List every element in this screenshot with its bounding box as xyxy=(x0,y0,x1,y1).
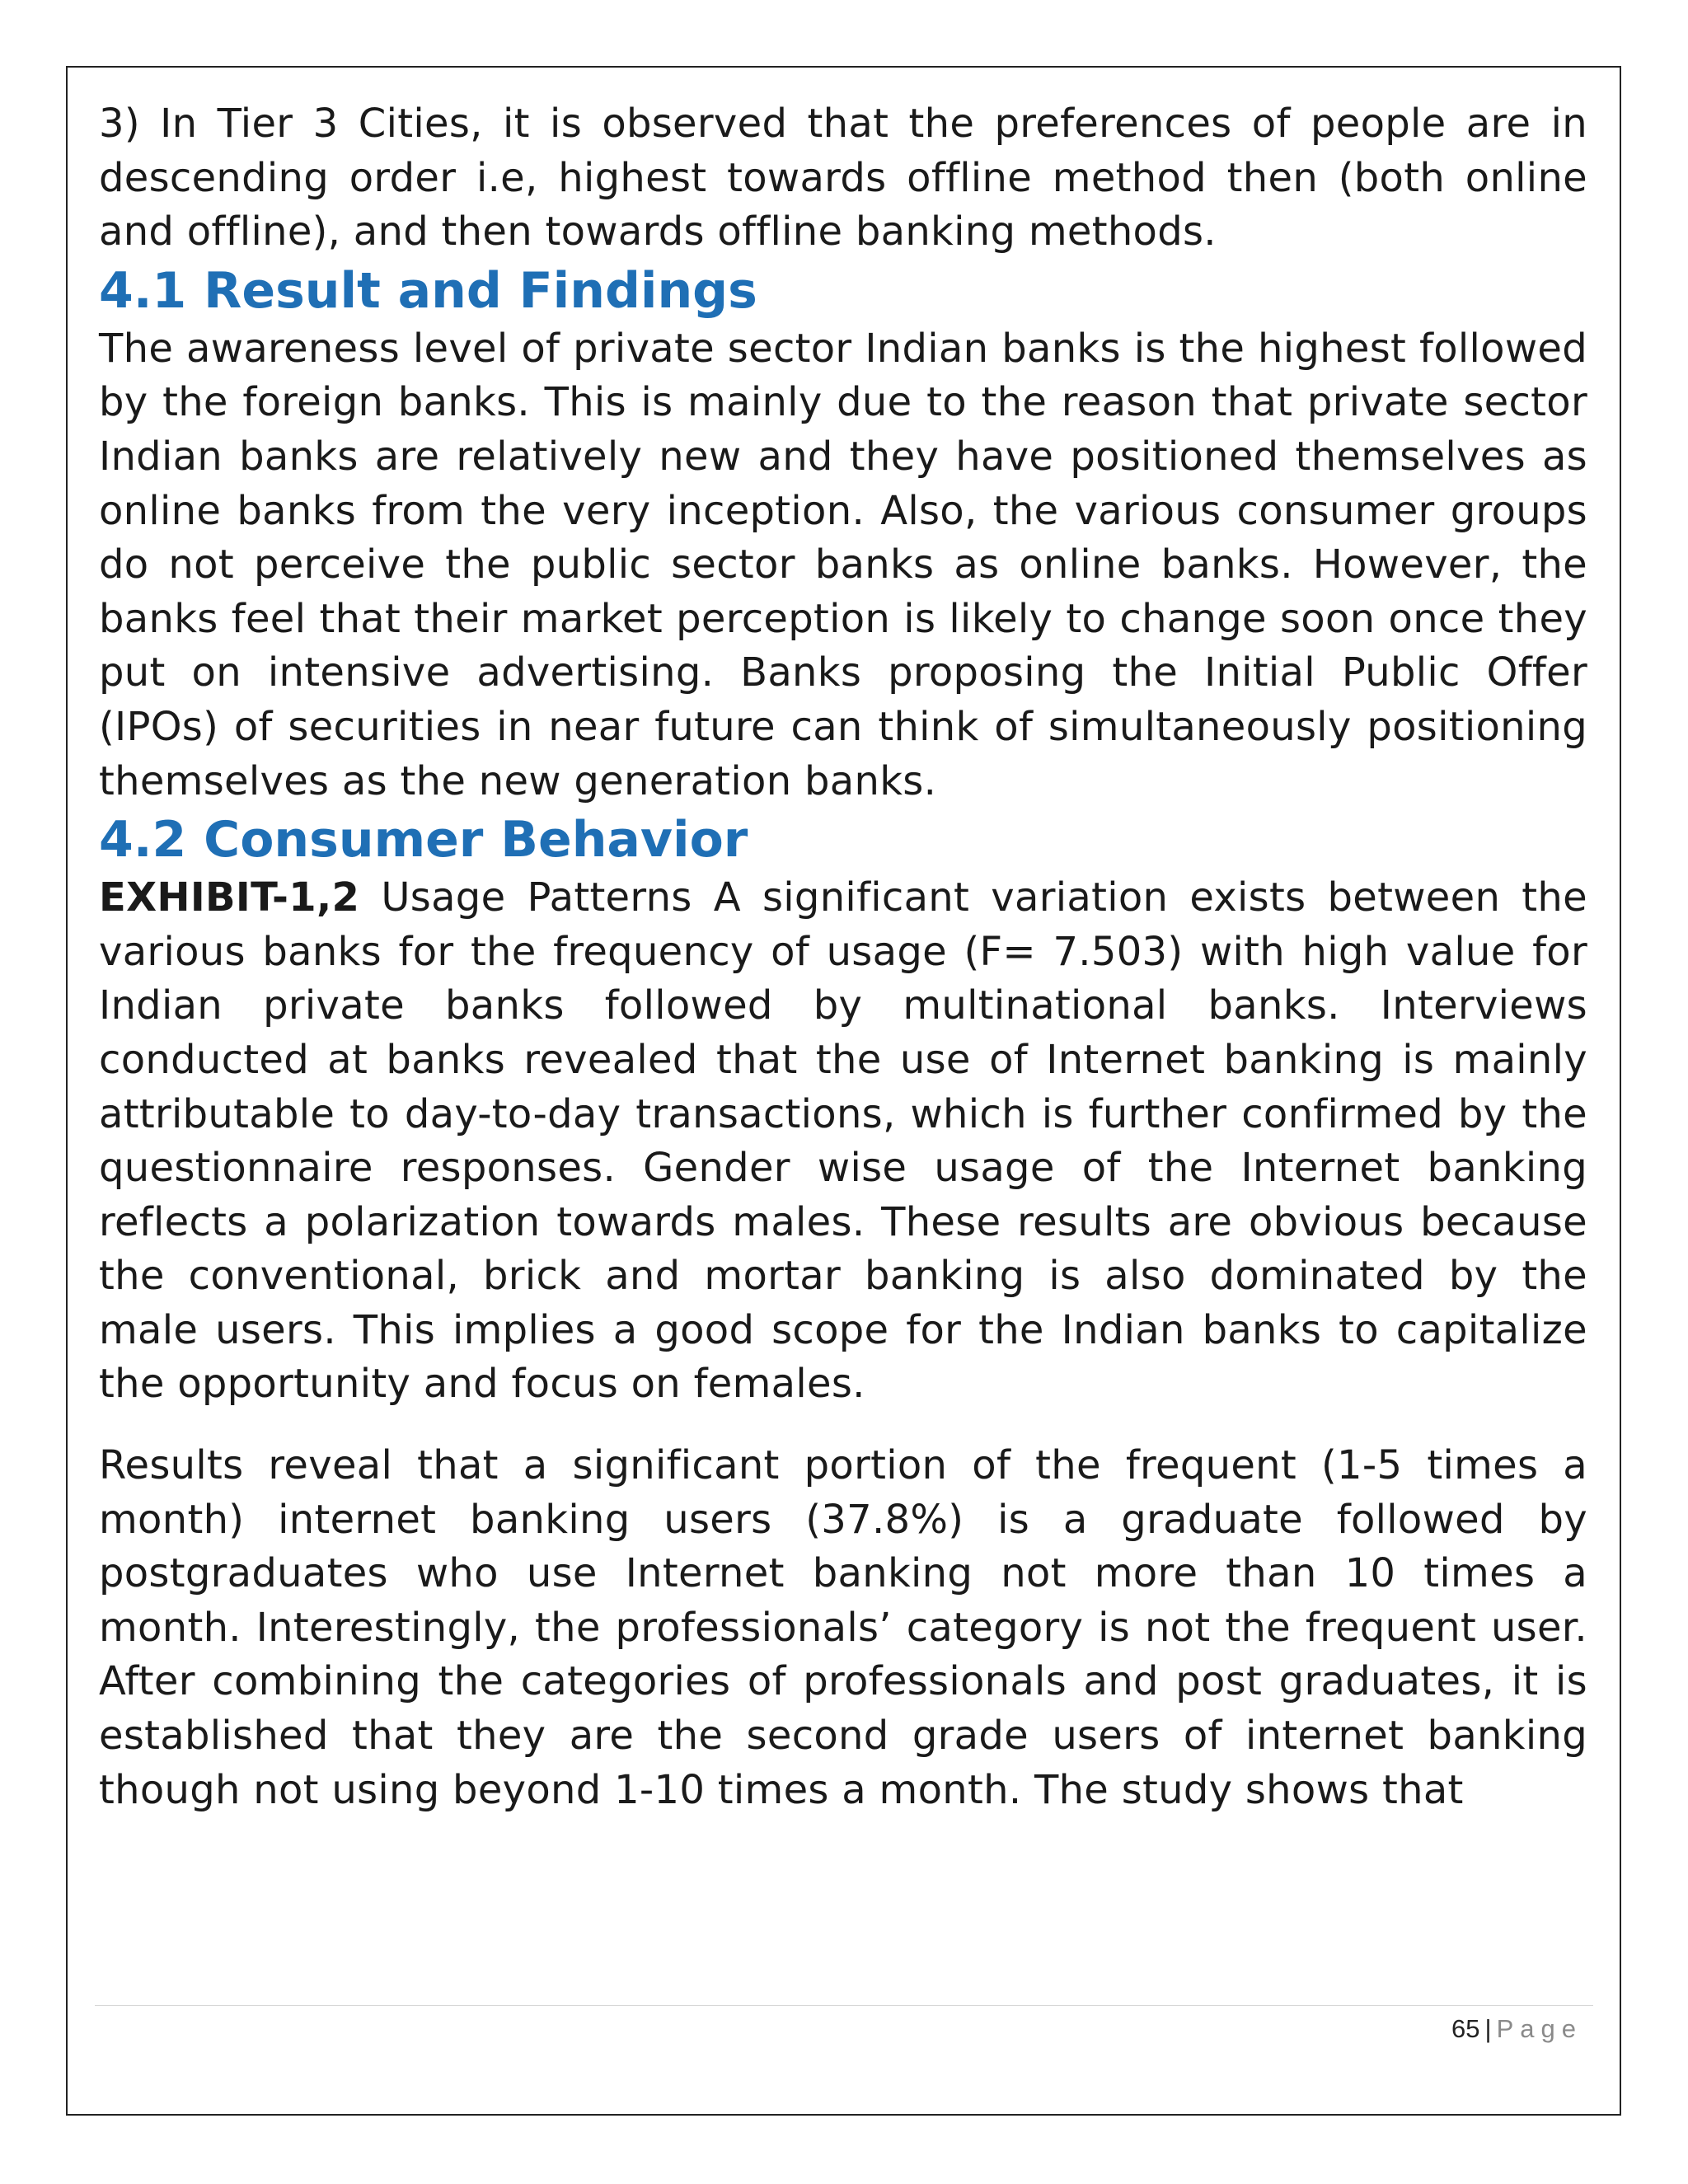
page-number: 65 xyxy=(1451,2014,1480,2043)
intro-paragraph: 3) In Tier 3 Cities, it is observed that the preferences of people are in descending order i.e, highest towards offline method then (both online and offline), and then towards offline banking methods. xyxy=(99,101,1587,255)
exhibit-label: EXHIBIT-1,2 xyxy=(99,874,360,921)
document-body xyxy=(99,97,1587,1817)
consumer-behavior-paragraph xyxy=(99,871,1587,1412)
footer-separator: | xyxy=(1484,2014,1492,2043)
footer-divider xyxy=(95,2005,1593,2006)
page-label: Page xyxy=(1496,2014,1582,2043)
results-paragraph: Results reveal that a significant portion of the frequent (1-5 times a month) internet banking users (37.8%) is a graduate followed by postgraduates who use Internet banking not more than 10 times a month. Interestingly, the professionals’ category is not the frequent user. After combining the categories of professionals and post graduates, it is established that they are the second grade users of internet banking though not using beyond 1-10 times a month. The study shows that xyxy=(99,1442,1587,1813)
page-footer xyxy=(1451,2013,1582,2046)
section-heading-result-findings: 4.1 Result and Findings xyxy=(99,261,757,320)
usage-patterns-text: Usage Patterns A significant variation exists between the various banks for the frequency of usage (F= 7.503) with high value for Indian private banks followed by multinational banks. Interviews conducted at banks revealed that the use of Internet banking is mainly attributable to day-to-day transactions, which is further confirmed by the questionnaire responses. Gender wise usage of the Internet banking reflects a polarization towards males. These results are obvious because the conventional, brick and mortar banking is also dominated by the male users. This implies a good scope for the Indian banks to capitalize the opportunity and focus on females. xyxy=(99,874,1587,1408)
result-findings-paragraph: The awareness level of private sector Indian banks is the highest followed by the foreign banks. This is mainly due to the reason that private sector Indian banks are relatively new and they have positioned themselves as online banks from the very inception. Also, the various consumer groups do not perceive the public sector banks as online banks. However, the banks feel that their market perception is likely to change soon once they put on intensive advertising. Banks proposing the Initial Public Offer (IPOs) of securities in near future can think of simultaneously positioning themselves as the new generation banks. xyxy=(99,325,1587,804)
section-heading-consumer-behavior: 4.2 Consumer Behavior xyxy=(99,811,748,869)
